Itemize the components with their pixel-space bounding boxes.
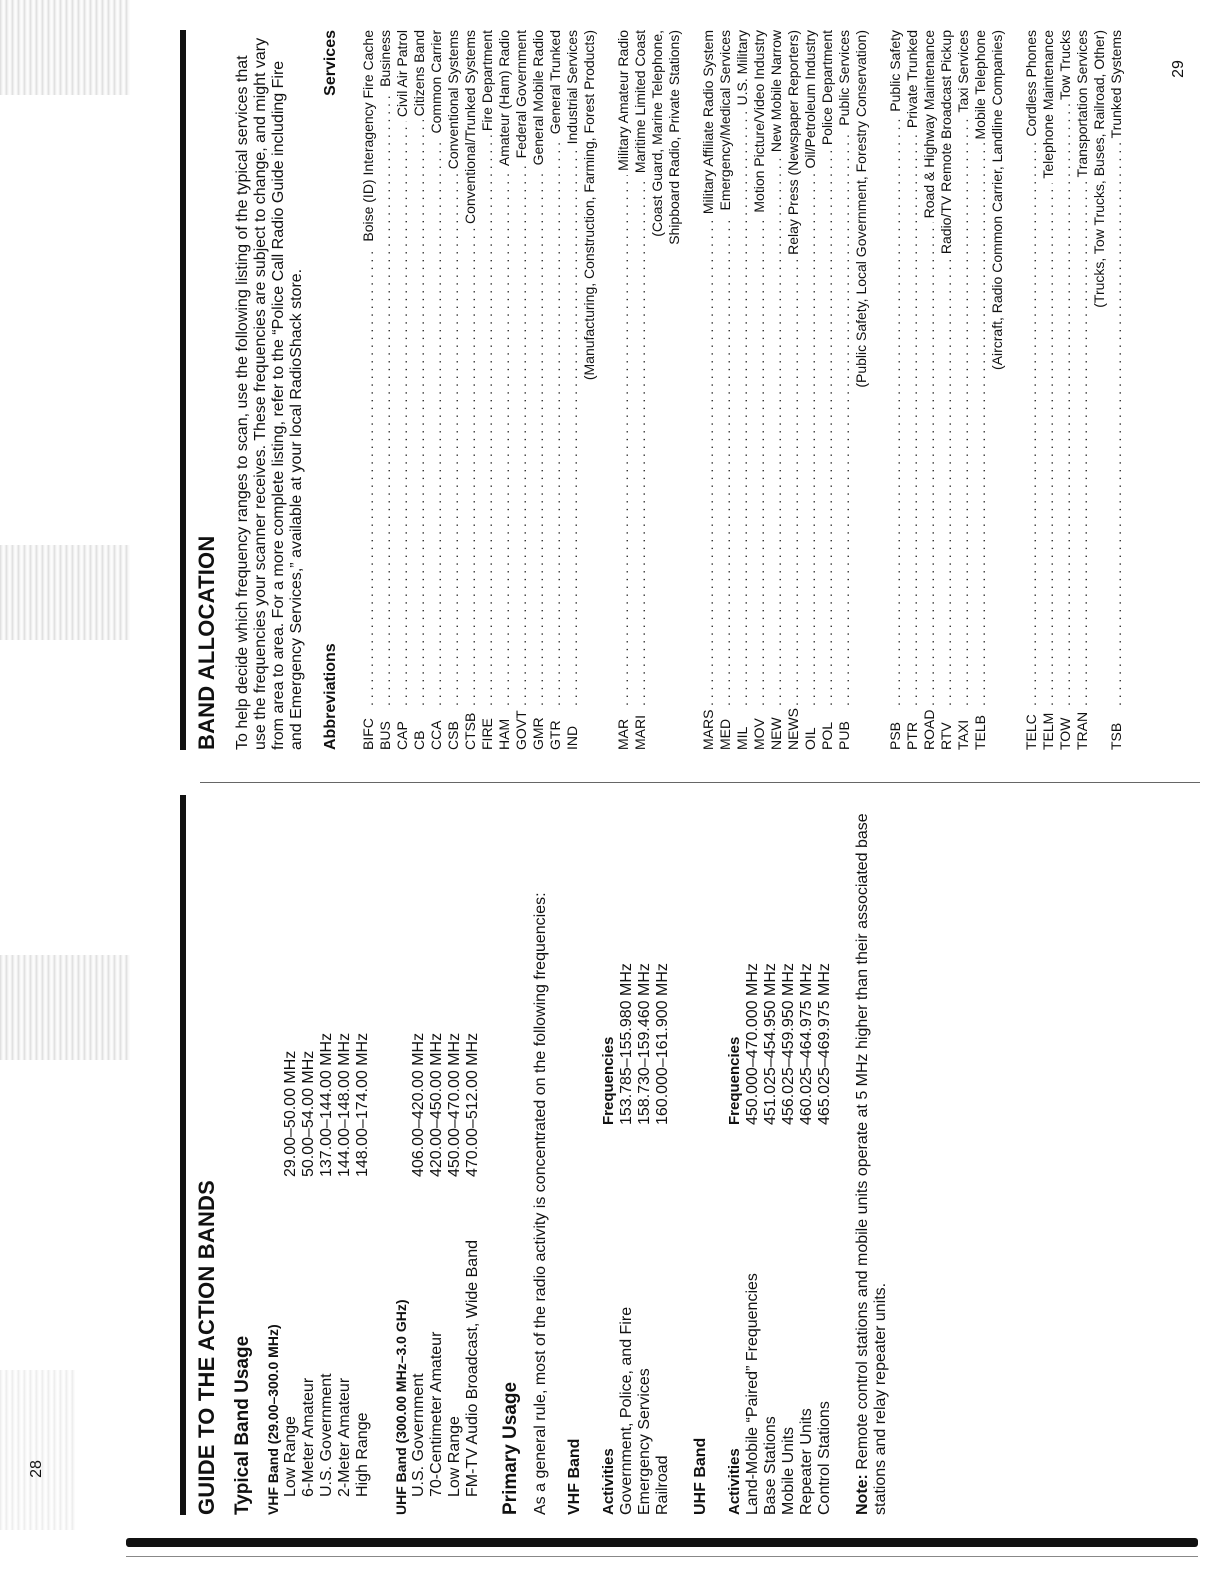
dot-leader: [428, 137, 445, 706]
spacer: [598, 30, 615, 750]
activity-label: Railroad: [654, 1455, 671, 1515]
right-page: [180, 30, 1125, 750]
spacer: [683, 30, 700, 750]
service-name: Conventional/Trunked Systems: [462, 30, 478, 225]
table-row: [654, 795, 672, 1515]
dot-leader: [734, 109, 751, 706]
dot-leader: [819, 149, 836, 706]
list-item: [972, 30, 989, 750]
vhf-band-group: [264, 795, 372, 1515]
abbreviation-code: TELB: [972, 714, 988, 750]
spacer: [1006, 30, 1023, 750]
service-name: Police Department: [819, 30, 835, 146]
list-item: [751, 30, 768, 750]
list-item: [462, 30, 479, 750]
service-name: General Mobile Radio: [530, 30, 546, 166]
dot-leader: [1057, 104, 1074, 706]
dot-leader: [802, 173, 819, 707]
table-row: [744, 795, 762, 1515]
list-item: [734, 30, 751, 750]
dot-leader: [479, 135, 496, 706]
activity-label: Government, Police, and Fire: [618, 1306, 635, 1515]
service-name: Telephone Maintenance: [1040, 30, 1056, 179]
frequency-value: 465.025–469.975 MHz: [816, 963, 833, 1125]
service-name: Trunked Systems: [1108, 30, 1124, 139]
service-name: Public Services: [836, 30, 852, 126]
service-detail: Shipboard Radio, Private Stations): [666, 30, 682, 245]
service-name: Military Affiliate Radio System: [700, 30, 716, 215]
table-header: [322, 30, 340, 750]
list-item: [819, 30, 836, 750]
abbreviation-code: OIL: [802, 727, 818, 750]
table-row: [282, 795, 300, 1515]
table-header: [600, 795, 618, 1515]
scan-noise: [0, 1370, 75, 1530]
list-item: [700, 30, 717, 750]
table-row: [464, 795, 482, 1515]
band-label: U.S. Government: [410, 1373, 427, 1497]
abbreviation-code: GOVT: [513, 710, 529, 750]
dot-leader: [717, 215, 734, 706]
list-item: [1023, 30, 1040, 750]
note: [854, 795, 890, 1515]
frequency-value: 450.000–470.000 MHz: [744, 963, 761, 1125]
band-label: 2-Meter Amateur: [336, 1377, 353, 1497]
abbreviation-code: CSB: [445, 721, 461, 750]
dot-leader: [751, 217, 768, 706]
dot-leader: [1074, 181, 1091, 706]
table-row: [336, 795, 354, 1515]
abbreviation-code: IND: [564, 725, 580, 750]
band-label: U.S. Government: [318, 1373, 335, 1497]
uhf-band-label: UHF Band: [692, 1437, 709, 1515]
activity-label: Emergency Services: [636, 1368, 653, 1515]
service-name: New Mobile Narrow: [768, 30, 784, 153]
service-name: Maritime Limited Coast: [632, 30, 648, 174]
frequencies-header: Frequencies: [726, 1036, 743, 1125]
band-label: FM-TV Audio Broadcast, Wide Band: [464, 1240, 481, 1497]
list-item: [377, 30, 394, 750]
band-label: 70-Centimeter Amateur: [428, 1331, 445, 1497]
page-title: BAND ALLOCATION: [194, 535, 219, 750]
page-title: GUIDE TO THE ACTION BANDS: [194, 1179, 219, 1515]
list-item: [394, 30, 411, 750]
frequency-value: 137.00–144.00 MHz: [318, 1032, 335, 1177]
services-header: Services: [322, 30, 339, 96]
uhf-band-group: [392, 795, 482, 1515]
service-detail: (Manufacturing, Construction, Farming, Forest Products): [581, 30, 597, 381]
vhf-activities-table: [600, 795, 672, 1515]
service-name: Common Carrier: [428, 30, 444, 134]
abbreviation-code: GMR: [530, 717, 546, 750]
activities-header: Activities: [726, 1448, 743, 1515]
dot-leader: [496, 170, 513, 706]
table-row: [636, 795, 654, 1515]
uhf-band-list: [410, 795, 482, 1515]
abbreviation-code: ROAD: [921, 709, 937, 750]
abbreviation-code: MIL: [734, 726, 750, 750]
dot-leader: [1023, 141, 1040, 706]
service-name: Public Safety: [887, 30, 903, 112]
service-name: Cordless Phones: [1023, 30, 1039, 137]
dot-leader: [887, 116, 904, 706]
abbreviation-code: POL: [819, 721, 835, 750]
table-row: [780, 795, 798, 1515]
abbreviation-code: TOW: [1057, 717, 1073, 750]
list-item: [1057, 30, 1074, 750]
dot-leader: [615, 175, 632, 706]
dot-leader: [836, 130, 853, 706]
list-item: [564, 30, 581, 750]
dot-leader: [513, 162, 530, 706]
table-row: [300, 795, 318, 1515]
table-row: [762, 795, 780, 1515]
abbreviation-code: FIRE: [479, 718, 495, 750]
list-item: [360, 30, 377, 750]
table-row: [446, 795, 464, 1515]
spacer: [870, 30, 887, 750]
service-detail: (Coast Guard, Marine Telephone,: [649, 30, 665, 237]
frequency-value: 148.00–174.00 MHz: [354, 1032, 371, 1177]
service-name: U.S. Military: [734, 30, 750, 106]
dot-leader: [377, 91, 394, 706]
band-label: High Range: [354, 1412, 371, 1497]
service-name: Transportation Services: [1074, 30, 1090, 178]
service-name: Fire Department: [479, 30, 495, 132]
list-item: [836, 30, 853, 750]
service-name: Military Amateur Radio: [615, 30, 631, 171]
scan-noise: [0, 0, 130, 95]
list-item: [445, 30, 462, 750]
list-item: [632, 30, 649, 750]
abbreviation-code: PTR: [904, 722, 920, 750]
abbreviation-code: TELM: [1040, 712, 1056, 750]
list-item: [411, 30, 428, 750]
service-name: Business: [377, 30, 393, 87]
primary-intro: As a general rule, most of the radio activity is concentrated on the following frequencies:: [532, 892, 549, 1515]
abbreviation-code: HAM: [496, 718, 512, 750]
list-item: [921, 30, 938, 750]
abbreviation-code: CTSB: [462, 712, 478, 750]
dot-leader: [564, 148, 581, 706]
list-item: [717, 30, 734, 750]
page-number-right: 29: [1169, 60, 1187, 78]
abbreviation-code: NEW: [768, 717, 784, 750]
service-name: Emergency/Medical Services: [717, 30, 733, 211]
note-label: Note:: [854, 1474, 871, 1515]
frequency-value: 451.025–454.950 MHz: [762, 963, 779, 1125]
title-rule: [180, 795, 186, 1515]
frequency-value: 29.00–50.00 MHz: [282, 1050, 299, 1177]
dot-leader: [955, 116, 972, 706]
abbreviation-code: TELC: [1023, 714, 1039, 750]
service-name: Taxi Services: [955, 30, 971, 113]
abbreviation-code: MAR: [615, 718, 631, 750]
dot-leader: [530, 169, 547, 706]
service-name: General Trunked: [547, 30, 563, 135]
list-item: [802, 30, 819, 750]
service-name: Private Trunked: [904, 30, 920, 129]
service-name: Tow Trucks: [1057, 30, 1073, 101]
activity-label: Repeater Units: [798, 1408, 815, 1515]
list-item: [1040, 30, 1057, 750]
activity-label: Land-Mobile “Paired” Frequencies: [744, 1273, 761, 1515]
note-text: Remote control stations and mobile units operate at 5 MHz higher than their associated base stations and relay repeater units.: [854, 813, 889, 1515]
frequency-value: 470.00–512.00 MHz: [464, 1032, 481, 1177]
service-name: Conventional Systems: [445, 30, 461, 170]
activity-label: Mobile Units: [780, 1426, 797, 1515]
abbreviation-code: RTV: [938, 722, 954, 750]
service-name: Industrial Services: [564, 30, 580, 145]
left-page: [180, 795, 906, 1515]
frequency-value: 160.000–161.900 MHz: [654, 963, 671, 1125]
abbreviation-code: CB: [411, 730, 427, 750]
frequency-value: 153.785–155.980 MHz: [618, 963, 635, 1125]
list-item: [1074, 30, 1091, 750]
frequencies-header: Frequencies: [600, 1036, 617, 1125]
frequency-value: 456.025–459.950 MHz: [780, 963, 797, 1125]
abbreviation-code: MED: [717, 718, 733, 750]
vhf-activities-rows: [618, 795, 672, 1515]
abbreviation-code: CAP: [394, 721, 410, 750]
frequency-value: 460.025–464.975 MHz: [798, 963, 815, 1125]
service-name: Mobile Telephone: [972, 30, 988, 140]
table-row: [354, 795, 372, 1515]
list-item: [615, 30, 632, 750]
abbreviation-code: BUS: [377, 721, 393, 750]
list-item: [547, 30, 564, 750]
service-name: Civil Air Patrol: [394, 30, 410, 118]
section-heading-typical: Typical Band Usage: [232, 1335, 253, 1515]
service-name: Radio/TV Remote Broadcast Pickup: [938, 30, 954, 255]
frequency-value: 144.00–148.00 MHz: [336, 1032, 353, 1177]
dot-leader: [1040, 183, 1057, 706]
table-row: [428, 795, 446, 1515]
service-name: Motion Picture/Video Industry: [751, 30, 767, 213]
page-fold-line: [200, 782, 1200, 783]
list-item: [479, 30, 496, 750]
service-detail: (Trucks, Tow Trucks, Buses, Railroad, Other): [1091, 30, 1107, 308]
abbreviation-code: NEWS: [785, 708, 801, 750]
dot-leader: [972, 144, 989, 707]
frequency-value: 450.00–470.00 MHz: [446, 1032, 463, 1177]
abbreviation-list: [360, 30, 1125, 750]
frequency-value: 50.00–54.00 MHz: [300, 1050, 317, 1177]
service-name: Oil/Petroleum Industry: [802, 30, 818, 169]
abbreviation-code: CCA: [428, 720, 444, 750]
dot-leader: [785, 259, 802, 706]
service-name: Federal Government: [513, 30, 529, 159]
dot-leader: [462, 228, 479, 706]
table-row: [318, 795, 336, 1515]
service-detail: (Public Safety, Local Government, Forestry Conservation): [853, 30, 869, 388]
list-item: [1108, 30, 1125, 750]
activity-label: Base Stations: [762, 1416, 779, 1515]
dot-leader: [1108, 142, 1125, 706]
intro-paragraph: To help decide which frequency ranges to scan, use the following listing of the typical services that use the frequencies your scanner receives. These frequencies are subject to change, and might vary from area to area. For a more complete listing, refer to the “Police Call Radio Guide including Fire and Emergency Services,” available at your local RadioShack store.: [234, 37, 305, 750]
service-name: Amateur (Ham) Radio: [496, 30, 512, 167]
list-item: [955, 30, 972, 750]
service-name: Boise (ID) Interagency Fire Cache: [360, 30, 376, 242]
table-row: [410, 795, 428, 1515]
dot-leader: [904, 132, 921, 706]
dot-leader: [394, 121, 411, 706]
frequency-value: 420.00–450.00 MHz: [428, 1032, 445, 1177]
abbreviation-code: TAXI: [955, 719, 971, 750]
list-item: [428, 30, 445, 750]
abbreviation-code: PUB: [836, 721, 852, 750]
activities-header: Activities: [600, 1448, 617, 1515]
band-label: Low Range: [282, 1416, 299, 1497]
uhf-activities-rows: [744, 795, 834, 1515]
frequency-value: 406.00–420.00 MHz: [410, 1032, 427, 1177]
list-item: [887, 30, 904, 750]
uhf-band-title: UHF Band (300.00 MHz–3.0 GHz): [393, 1299, 409, 1515]
vhf-band-title: VHF Band (29.00–300.0 MHz): [265, 1324, 281, 1515]
uhf-activities-table: [726, 795, 834, 1515]
dot-leader: [632, 177, 649, 706]
service-detail: (Aircraft, Radio Common Carrier, Landline Companies): [989, 30, 1005, 371]
list-item: [513, 30, 530, 750]
list-item: [938, 30, 955, 750]
table-header: [726, 795, 744, 1515]
band-label: Low Range: [446, 1416, 463, 1497]
binding-edge: [126, 1538, 1198, 1547]
dot-leader: [445, 173, 462, 706]
abbreviations-header: Abbreviations: [322, 643, 339, 750]
page-number-left: 28: [27, 1460, 45, 1478]
list-item: [530, 30, 547, 750]
table-row: [618, 795, 636, 1515]
service-name: Citizens Band: [411, 30, 427, 117]
vhf-band-label: VHF Band: [566, 1438, 583, 1515]
dot-leader: [768, 156, 785, 706]
frequency-value: 158.730–159.460 MHz: [636, 963, 653, 1125]
service-name: Road & Highway Maintenance: [921, 30, 937, 219]
binding-edge-shadow: [126, 1556, 1198, 1557]
vhf-band-list: [282, 795, 372, 1515]
list-item: [785, 30, 802, 750]
activity-label: Control Stations: [816, 1401, 833, 1515]
abbreviation-code: BIFC: [360, 718, 376, 750]
dot-leader: [547, 138, 564, 706]
abbreviation-code: TRAN: [1074, 711, 1090, 750]
scan-noise: [0, 545, 130, 640]
title-rule: [180, 30, 186, 750]
abbreviation-code: TSB: [1108, 722, 1124, 750]
scan-noise: [0, 955, 130, 1060]
abbreviation-code: MARI: [632, 715, 648, 750]
dot-leader: [411, 120, 428, 706]
abbreviation-code: GTR: [547, 720, 563, 750]
abbreviation-code: PSB: [887, 721, 903, 750]
list-item: [496, 30, 513, 750]
list-item: [768, 30, 785, 750]
dot-leader: [700, 218, 717, 706]
service-name: Relay Press (Newspaper Reporters): [785, 30, 801, 255]
table-row: [816, 795, 834, 1515]
table-row: [798, 795, 816, 1515]
abbreviation-code: MOV: [751, 718, 767, 750]
dot-leader: [938, 258, 955, 706]
list-item: [904, 30, 921, 750]
abbreviation-code: MARS: [700, 709, 716, 750]
section-heading-primary: Primary Usage: [500, 1381, 521, 1515]
dot-leader: [360, 246, 377, 706]
dot-leader: [921, 222, 938, 706]
band-label: 6-Meter Amateur: [300, 1377, 317, 1497]
